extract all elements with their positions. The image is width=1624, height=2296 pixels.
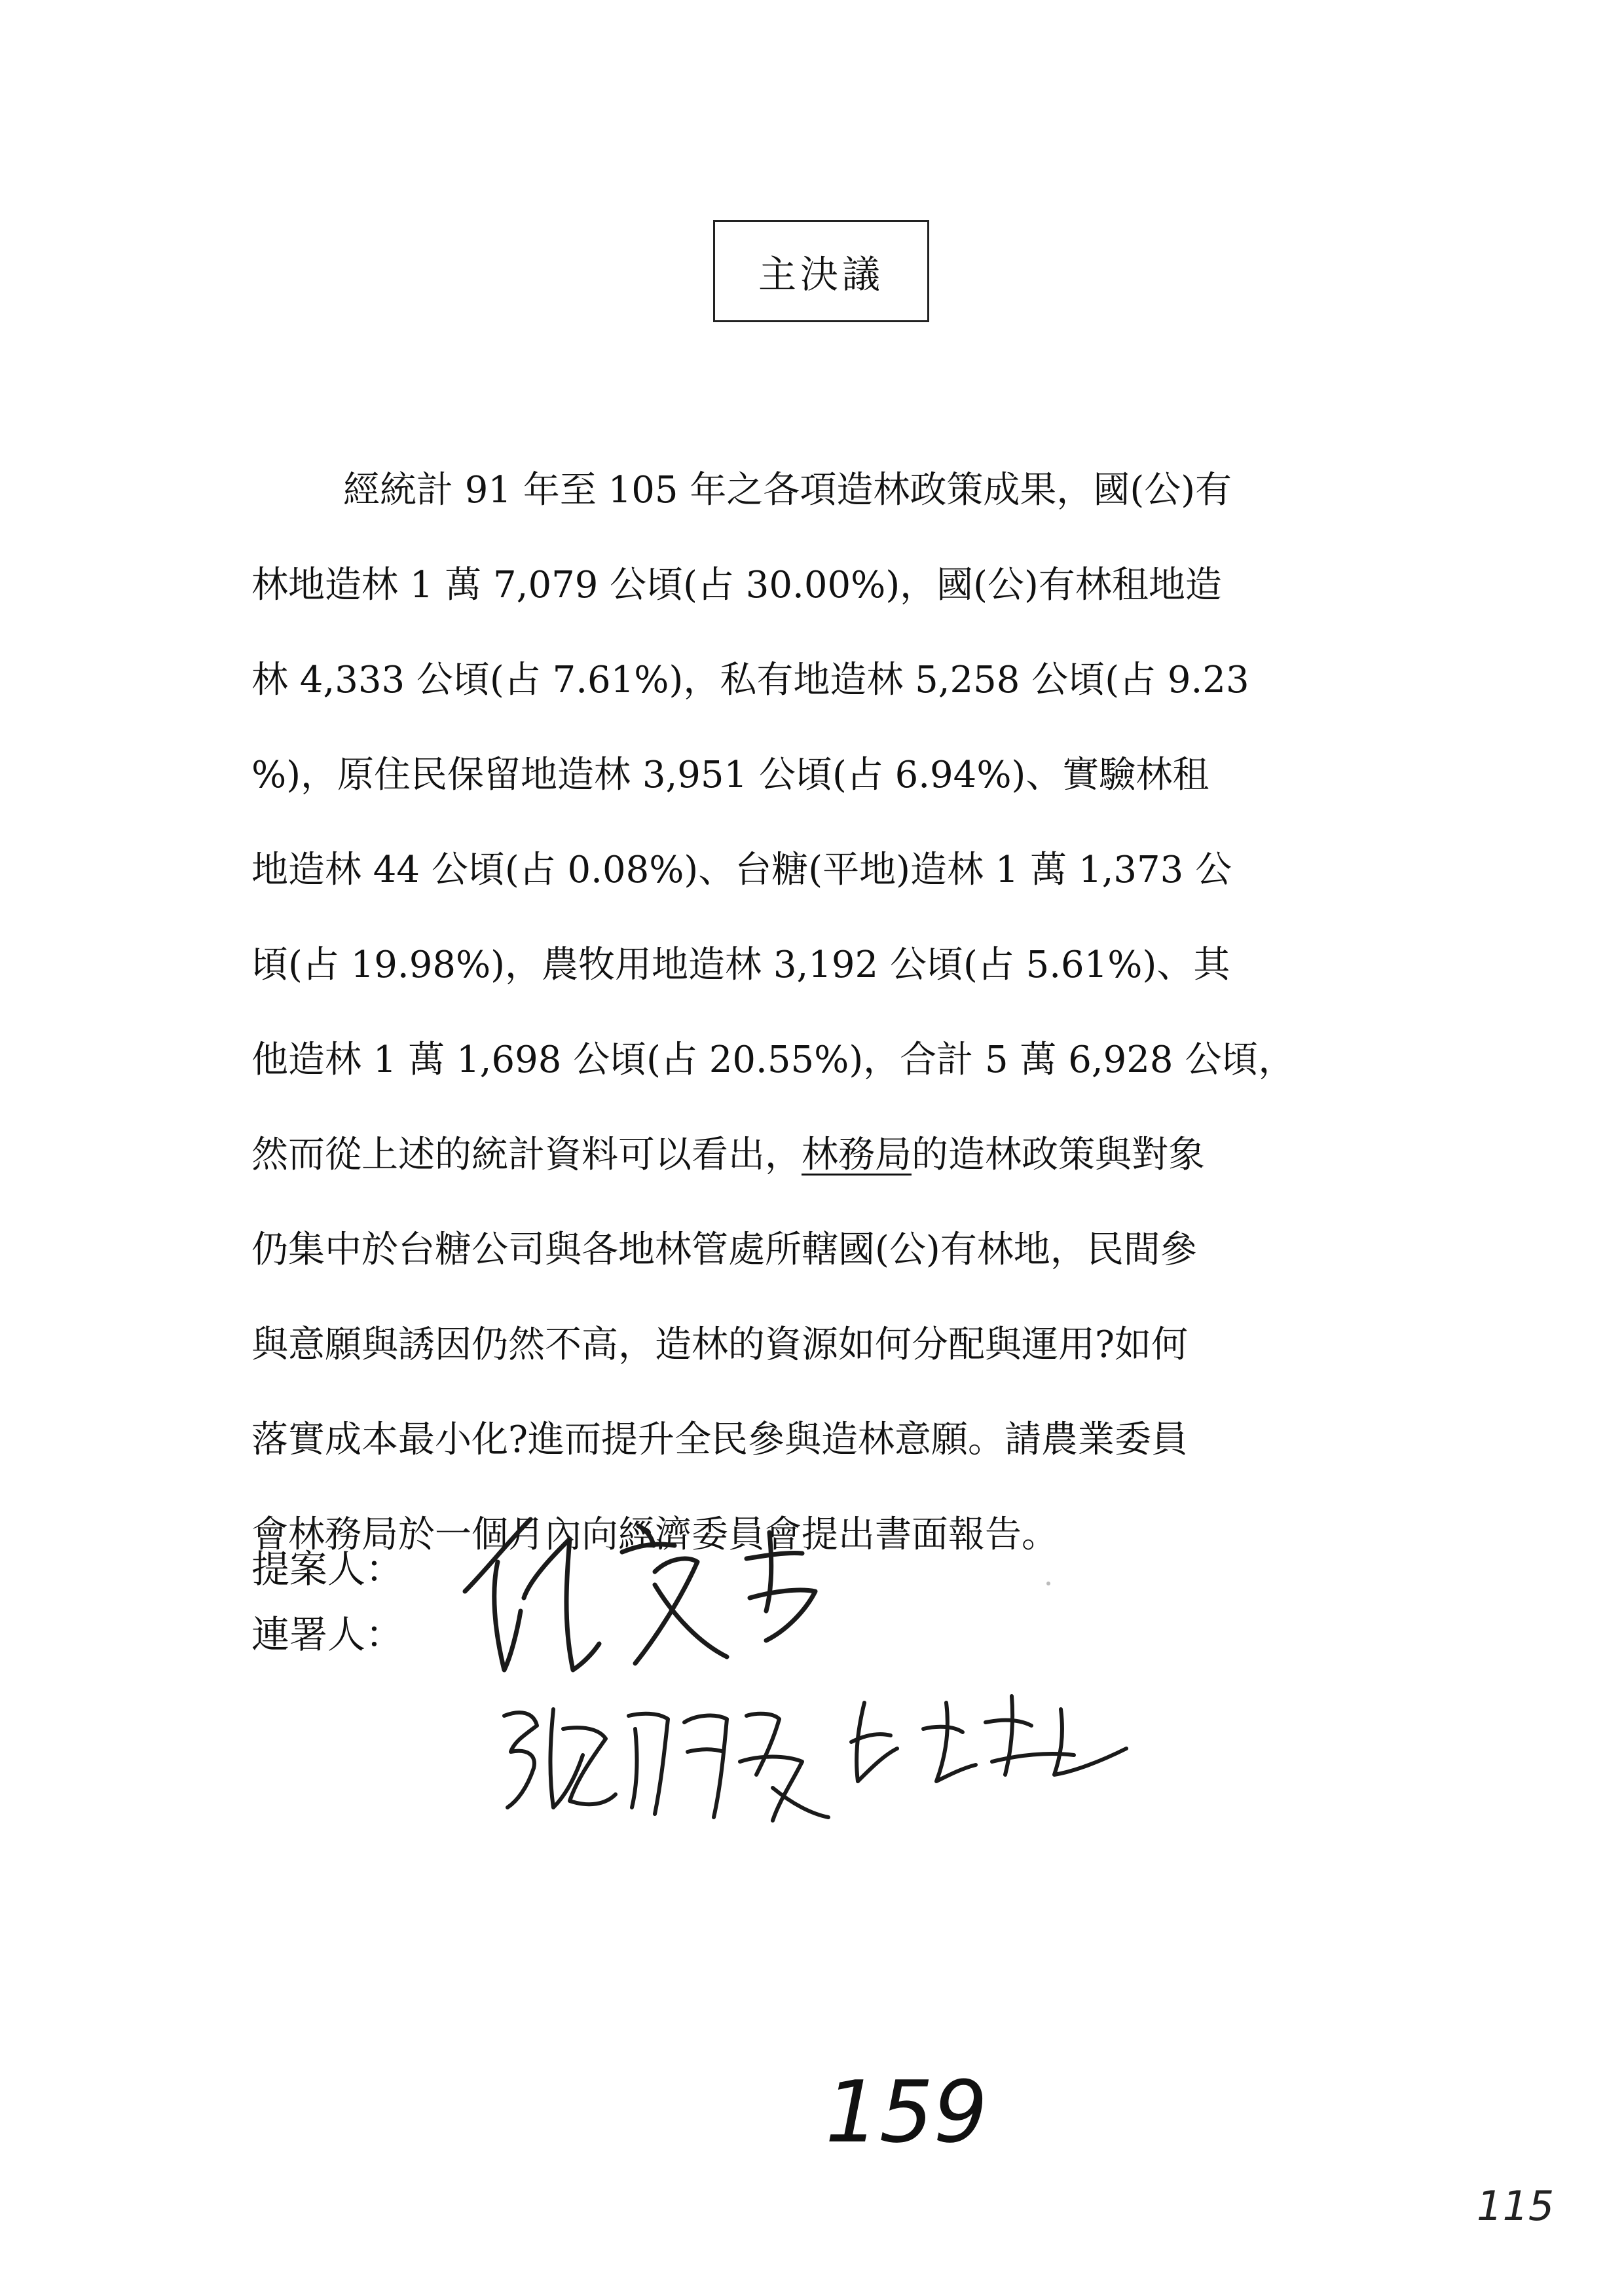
signatory-labels xyxy=(251,1536,403,1667)
body-line: 仍集中於台糖公司與各地林管處所轄國(公)有林地，民間參 xyxy=(251,1229,1197,1271)
body-line: 會林務局於一個月內向經濟委員會提出書面報告。 xyxy=(251,1513,1058,1556)
body-line: 他造林 1 萬 1,698 公頃(占 20.55%)，合計 5 萬 6,928 公頃， xyxy=(251,1039,1295,1081)
body-line: 頃(占 19.98%)，農牧用地造林 3,192 公頃(占 5.61%)、其 xyxy=(251,944,1230,986)
resolution-body xyxy=(251,443,1391,1582)
body-line: %)，原住民保留地造林 3,951 公頃(占 6.94%)、實驗林租 xyxy=(251,754,1209,796)
page-number-text: 159 xyxy=(825,2063,988,2162)
scan-speck xyxy=(1046,1582,1050,1585)
body-text-segment: 的造林政策與對象 xyxy=(912,1134,1205,1176)
proposer-signature xyxy=(458,1500,864,1696)
body-line xyxy=(251,1107,1391,1202)
body-line: 林地造林 1 萬 7,079 公頃(占 30.00%)，國(公)有林租地造 xyxy=(251,564,1222,606)
underlined-agency-name: 林務局 xyxy=(802,1134,912,1176)
body-line: 落實成本最小化?進而提升全民參與造林意願。請農業委員 xyxy=(251,1418,1189,1461)
cosigner-label: 連署人： xyxy=(251,1612,404,1657)
cosigner-signature xyxy=(838,1690,1139,1801)
handwritten-page-number xyxy=(825,2063,995,2187)
handwritten-page-number-small xyxy=(1477,2177,1562,2236)
resolution-title: 主決議 xyxy=(758,252,884,297)
body-line: 經統計 91 年至 105 年之各項造林政策成果，國(公)有 xyxy=(343,469,1232,511)
cosigner-signature xyxy=(498,1690,838,1834)
body-text-segment: 然而從上述的統計資料可以看出， xyxy=(251,1134,802,1176)
proposer-label: 提案人： xyxy=(251,1547,404,1591)
body-line: 與意願與誘因仍然不高，造林的資源如何分配與運用?如何 xyxy=(251,1324,1189,1366)
body-line: 林 4,333 公頃(占 7.61%)，私有地造林 5,258 公頃(占 9.23 xyxy=(251,659,1249,701)
body-line: 地造林 44 公頃(占 0.08%)、台糖(平地)造林 1 萬 1,373 公 xyxy=(251,849,1232,891)
small-page-number-text: 115 xyxy=(1477,2182,1555,2230)
title-box xyxy=(713,220,929,322)
